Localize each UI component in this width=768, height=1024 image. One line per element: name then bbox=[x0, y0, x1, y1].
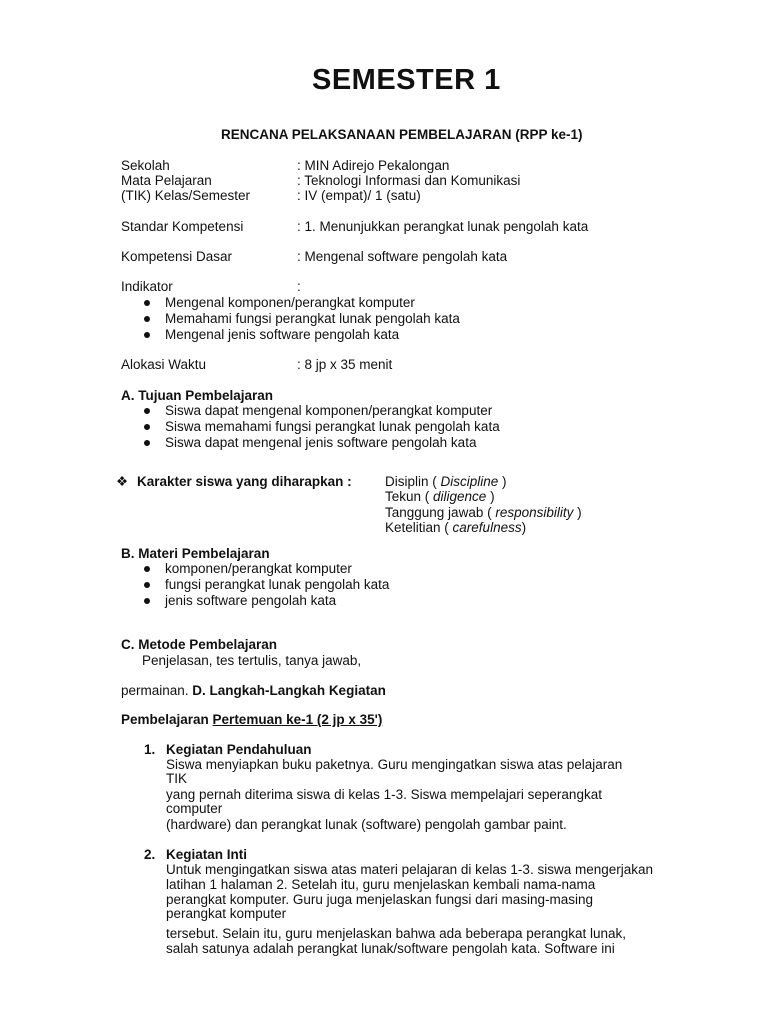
bullet-icon bbox=[144, 424, 150, 430]
pertemuan-line: Pembelajaran Pertemuan ke-1 (2 jp x 35') bbox=[121, 712, 383, 727]
bullet-icon bbox=[144, 300, 150, 306]
karakter-item: Disiplin ( Discipline ) bbox=[385, 474, 507, 489]
info-value-sekolah: : MIN Adirejo Pekalongan bbox=[297, 158, 450, 173]
kegiatan-line: perangkat komputer bbox=[166, 906, 287, 921]
bullet-icon bbox=[144, 598, 150, 604]
kegiatan-line: perangkat komputer. Guru juga menjelaskan fungsi dari masing-masing bbox=[166, 892, 593, 907]
list-item: Memahami fungsi perangkat lunak pengolah kata bbox=[143, 311, 460, 327]
list-item: jenis software pengolah kata bbox=[143, 593, 389, 609]
section-d-line: permainan. D. Langkah-Langkah Kegiatan bbox=[121, 683, 386, 698]
metode-text: Penjelasan, tes tertulis, tanya jawab, bbox=[142, 653, 362, 668]
kegiatan-line: tersebut. Selain itu, guru menjelaskan bahwa ada beberapa perangkat lunak, bbox=[166, 926, 627, 941]
info-label-indikator: Indikator bbox=[121, 279, 173, 294]
kegiatan-line: yang pernah diterima siswa di kelas 1-3. Siswa mempelajari seperangkat bbox=[166, 787, 602, 802]
kegiatan-number: 1. bbox=[144, 742, 156, 757]
kegiatan-line: latihan 1 halaman 2. Setelah itu, guru menjelaskan kembali nama-nama bbox=[166, 877, 596, 892]
info-value-kd: : Mengenal software pengolah kata bbox=[297, 249, 508, 264]
kegiatan-line: Untuk mengingatkan siswa atas materi pelajaran di kelas 1-3. siswa mengerjakan bbox=[166, 862, 653, 877]
diamond-bullet-icon: ❖ bbox=[116, 474, 129, 489]
section-b-heading: B. Materi Pembelajaran bbox=[121, 546, 270, 561]
kegiatan-line: computer bbox=[166, 801, 223, 816]
karakter-item: Tanggung jawab ( responsibility ) bbox=[385, 505, 582, 520]
info-value-sk: : 1. Menunjukkan perangkat lunak pengolah kata bbox=[297, 219, 589, 234]
bullet-icon bbox=[144, 582, 150, 588]
section-d-heading: D. Langkah-Langkah Kegiatan bbox=[192, 683, 386, 698]
tujuan-list bbox=[143, 403, 500, 451]
bullet-icon bbox=[144, 408, 150, 414]
alokasi-value: : 8 jp x 35 menit bbox=[297, 357, 393, 372]
page-title: SEMESTER 1 bbox=[312, 64, 501, 96]
list-item: Siswa dapat mengenal jenis software pengolah kata bbox=[143, 435, 500, 451]
alokasi-label: Alokasi Waktu bbox=[121, 357, 207, 372]
bullet-icon bbox=[144, 566, 150, 572]
kegiatan-number: 2. bbox=[144, 847, 156, 862]
info-value-mapel: : Teknologi Informasi dan Komunikasi bbox=[297, 173, 521, 188]
pertemuan-title: Pertemuan ke-1 (2 jp x 35') bbox=[212, 712, 383, 727]
indikator-list bbox=[143, 295, 460, 343]
section-a-heading: A. Tujuan Pembelajaran bbox=[121, 388, 274, 403]
bullet-icon bbox=[144, 440, 150, 446]
materi-list bbox=[143, 561, 389, 609]
karakter-item: Ketelitian ( carefulness) bbox=[385, 520, 527, 535]
section-c-heading: C. Metode Pembelajaran bbox=[121, 637, 278, 652]
kegiatan-line: Siswa menyiapkan buku paketnya. Guru mengingatkan siswa atas pelajaran bbox=[166, 757, 623, 772]
info-value-kelas: : IV (empat)/ 1 (satu) bbox=[297, 188, 421, 203]
list-item: Siswa dapat mengenal komponen/perangkat komputer bbox=[143, 403, 500, 419]
list-item: Siswa memahami fungsi perangkat lunak pengolah kata bbox=[143, 419, 500, 435]
info-label-sk: Standar Kompetensi bbox=[121, 219, 244, 234]
info-label-sekolah: Sekolah bbox=[121, 158, 170, 173]
list-item: Mengenal komponen/perangkat komputer bbox=[143, 295, 460, 311]
document-subtitle: RENCANA PELAKSANAAN PEMBELAJARAN (RPP ke-1) bbox=[221, 127, 583, 142]
kegiatan-line: salah satunya adalah perangkat lunak/software pengolah kata. Software ini bbox=[166, 941, 615, 956]
info-label-kelas: (TIK) Kelas/Semester bbox=[121, 188, 251, 203]
bullet-icon bbox=[144, 316, 150, 322]
info-value-indikator: : bbox=[297, 279, 301, 294]
list-item: komponen/perangkat komputer bbox=[143, 561, 389, 577]
karakter-item: Tekun ( diligence ) bbox=[385, 489, 495, 504]
bullet-icon bbox=[144, 332, 150, 338]
kegiatan-line: (hardware) dan perangkat lunak (software) pengolah gambar paint. bbox=[166, 817, 567, 832]
info-label-kd: Kompetensi Dasar bbox=[121, 249, 233, 264]
list-item: Mengenal jenis software pengolah kata bbox=[143, 327, 460, 343]
kegiatan-heading: Kegiatan Inti bbox=[166, 847, 248, 862]
info-label-mapel: Mata Pelajaran bbox=[121, 173, 212, 188]
kegiatan-line: TIK bbox=[166, 771, 188, 786]
karakter-label: Karakter siswa yang diharapkan : bbox=[137, 474, 352, 489]
kegiatan-heading: Kegiatan Pendahuluan bbox=[166, 742, 312, 757]
list-item: fungsi perangkat lunak pengolah kata bbox=[143, 577, 389, 593]
